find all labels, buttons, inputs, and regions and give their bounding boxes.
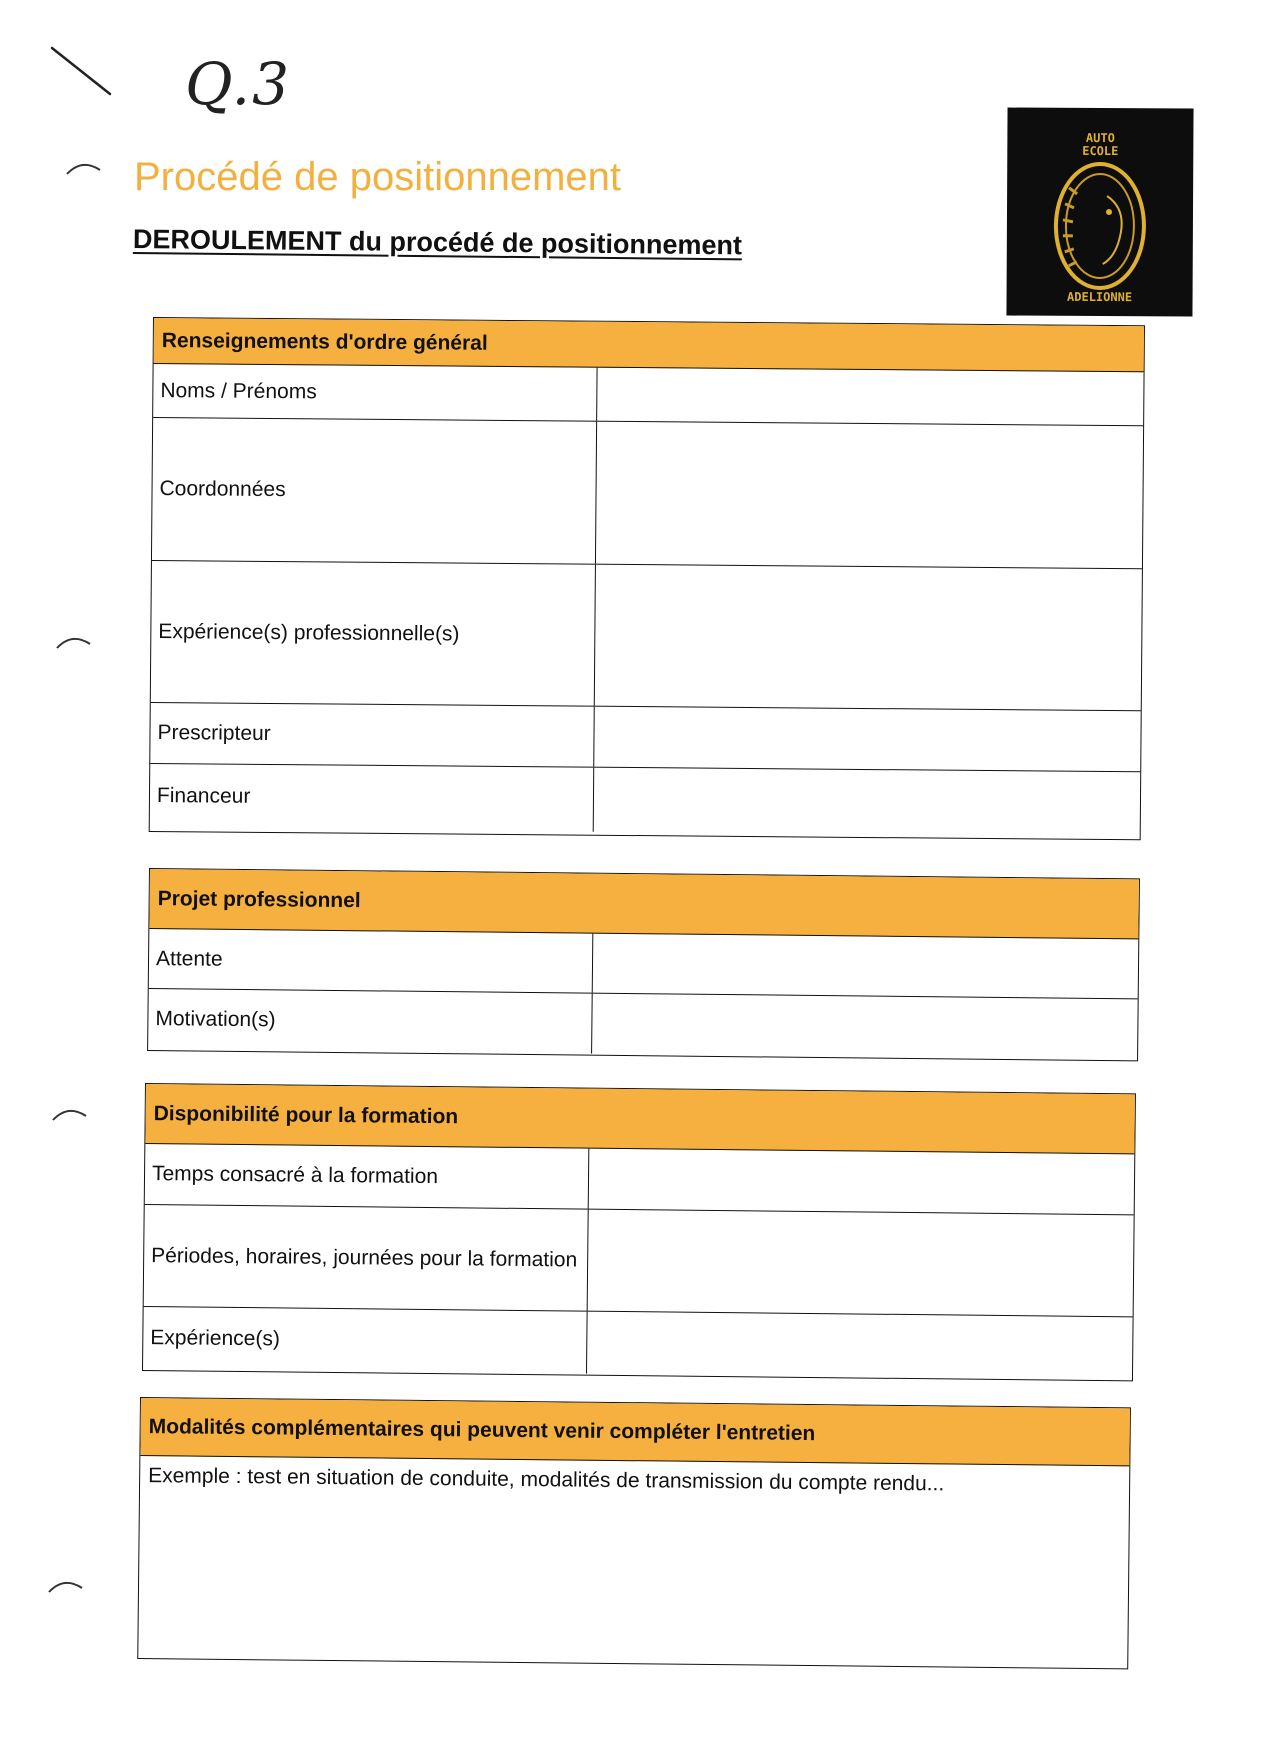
punch-hole-mark (50, 1102, 90, 1124)
table-row (150, 764, 1141, 836)
table-row (153, 364, 1143, 426)
logo-text-middle: ECOLE (1082, 143, 1119, 159)
punch-hole-mark (46, 1574, 86, 1596)
general-info-section (149, 317, 1145, 840)
row-label: Expérience(s) professionnelle(s) (151, 561, 596, 706)
row-label: Noms / Prénoms (153, 364, 597, 421)
names-field[interactable] (597, 368, 1143, 426)
logo-text-bottom: ADELIONNE (1067, 289, 1133, 305)
page-title: Procédé de positionnement (134, 155, 621, 199)
table-row (149, 929, 1139, 999)
motivation-field[interactable] (592, 994, 1138, 1060)
table-row (150, 703, 1140, 772)
additional-modalities-section (137, 1397, 1131, 1669)
training-schedule-field[interactable] (588, 1210, 1134, 1317)
punch-hole-mark (64, 156, 104, 178)
row-label: Prescripteur (150, 703, 594, 767)
row-label: Attente (149, 929, 594, 993)
experience-field[interactable] (587, 1312, 1133, 1380)
table-row (148, 989, 1138, 1059)
section-header: Disponibilité pour la formation (145, 1084, 1135, 1154)
modalities-note-field[interactable]: Exemple : test en situation de conduite, modalités de transmission du compte rendu... (148, 1464, 945, 1496)
row-label: Coordonnées (152, 418, 597, 564)
expectation-field[interactable] (593, 934, 1139, 999)
row-label: Expérience(s) (143, 1307, 588, 1374)
section-header: Projet professionnel (149, 869, 1139, 939)
prescriber-field[interactable] (594, 707, 1140, 772)
training-time-field[interactable] (589, 1149, 1135, 1215)
auto-ecole-logo (1006, 108, 1193, 317)
row-label: Temps consacré à la formation (145, 1144, 590, 1209)
contact-details-field[interactable] (596, 422, 1143, 569)
table-row (143, 1307, 1133, 1379)
page-subtitle: DEROULEMENT du procédé de positionnement (132, 224, 743, 261)
row-label: Motivation(s) (148, 989, 593, 1054)
table-row (152, 418, 1143, 569)
row-label: Périodes, horaires, journées pour la formation (144, 1205, 589, 1311)
table-row (144, 1205, 1134, 1317)
table-row (151, 561, 1142, 711)
professional-project-section (147, 868, 1140, 1061)
section-header: Modalités complémentaires qui peuvent venir compléter l'entretien (140, 1398, 1130, 1466)
funder-field[interactable] (594, 768, 1141, 837)
table-row (145, 1144, 1135, 1215)
logo-text-top: AUTO (1085, 130, 1115, 146)
tire-icon (1056, 164, 1145, 288)
professional-experience-field[interactable] (595, 565, 1142, 711)
handwritten-slash (48, 42, 118, 102)
handwritten-note: Q.3 (185, 50, 291, 118)
row-label: Financeur (150, 764, 595, 832)
section-header: Renseignements d'ordre général (154, 318, 1144, 372)
availability-section (142, 1083, 1136, 1381)
punch-hole-mark (54, 630, 94, 652)
